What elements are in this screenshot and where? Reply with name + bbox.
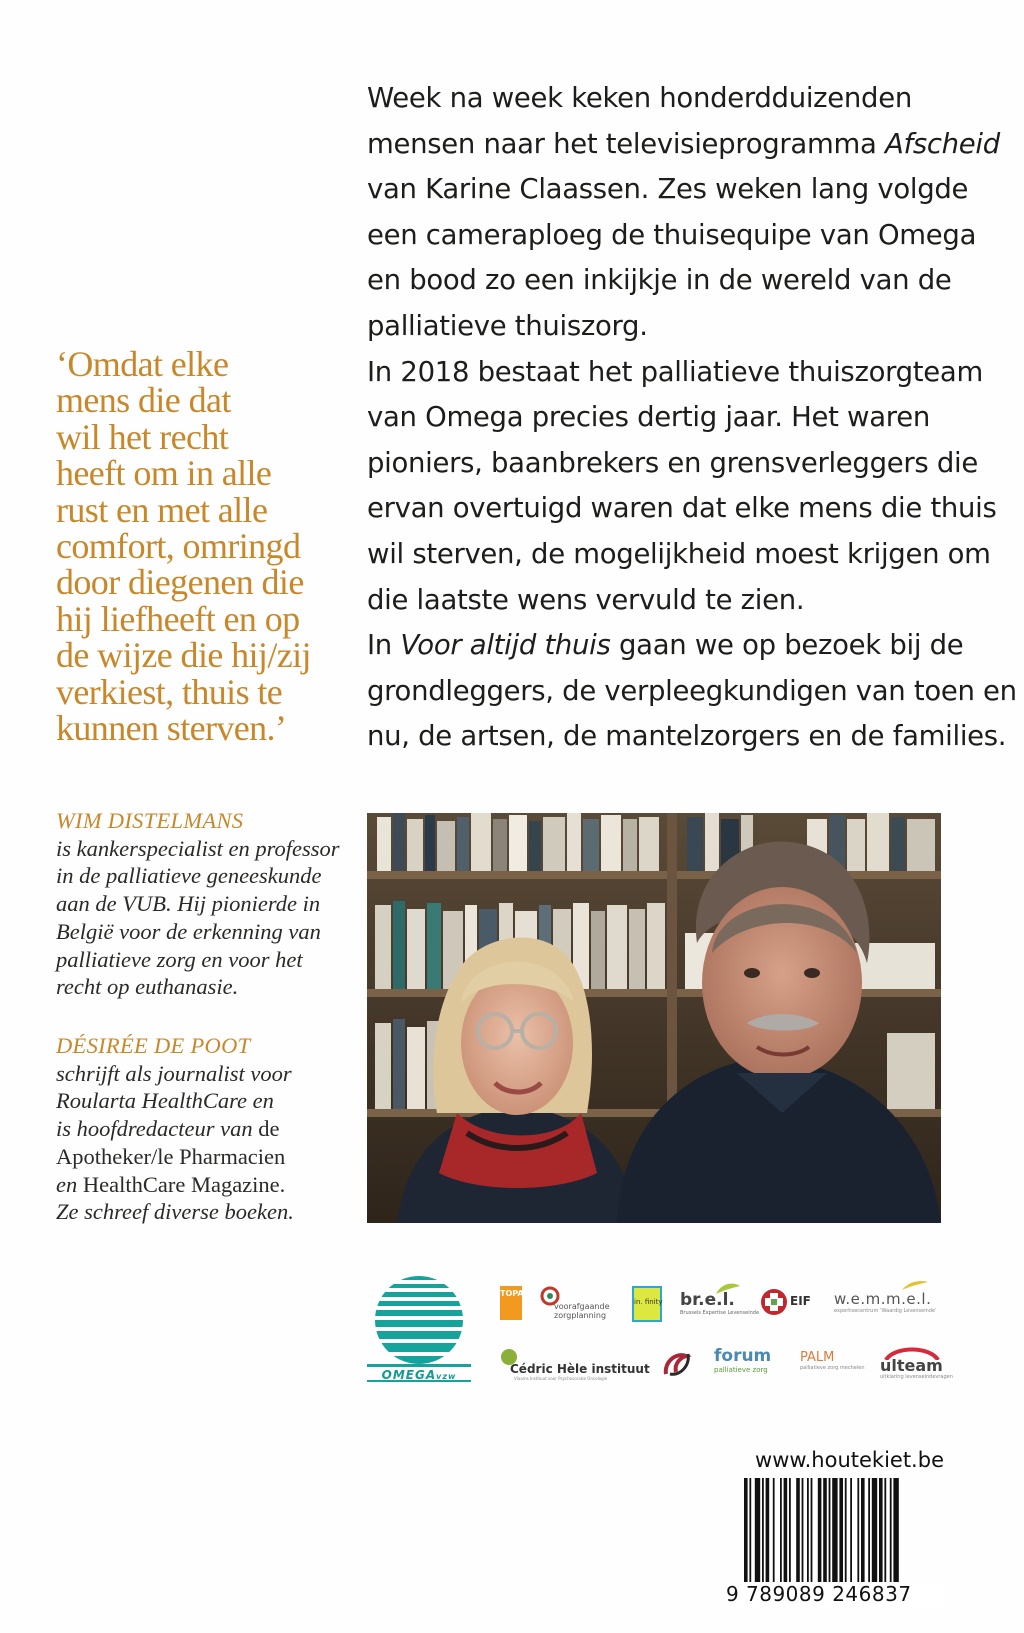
bio-line <box>56 1143 356 1171</box>
bio-line: aan de VUB. Hij pionierde in <box>56 891 321 917</box>
barcode-bar <box>762 1478 764 1586</box>
wemmel-logo <box>834 1290 944 1320</box>
vzp-line: voorafgaande <box>554 1302 610 1311</box>
author-photo <box>367 813 941 1223</box>
author-bio-distelmans <box>56 807 356 1001</box>
quote-line: heeft om in alle <box>56 453 272 494</box>
blurb-line <box>367 122 1000 168</box>
barcode-bar <box>884 1478 886 1586</box>
quote-line: kunnen sterven.’ <box>56 708 287 749</box>
swirl-logo-icon <box>662 1348 692 1380</box>
barcode-bar <box>755 1478 760 1586</box>
leaf-icon <box>714 1282 742 1296</box>
isbn-number <box>726 1582 944 1606</box>
cedric-hele-logo <box>500 1348 650 1381</box>
barcode-bar <box>890 1478 892 1586</box>
barcode-bar <box>861 1478 865 1586</box>
blurb-text-span: gaan we op bezoek bij de <box>610 629 964 662</box>
quote-line: de wijze die hij/zij <box>56 635 311 676</box>
topaz-text: TOPAZ <box>500 1289 530 1298</box>
barcode-bar <box>829 1478 831 1586</box>
brel-subtext: Brussels Expertise Levenseinde <box>680 1310 760 1316</box>
omega-logo-icon <box>367 1268 471 1384</box>
blurb-text-span: mensen naar het televisieprogramma <box>367 127 885 160</box>
author-bio-de-poot <box>56 1032 356 1226</box>
palm-text: PALM <box>800 1350 835 1365</box>
cross-icon <box>760 1288 788 1316</box>
program-title: Afscheid <box>884 127 1000 160</box>
bio-line: palliatieve zorg en voor het <box>56 946 303 972</box>
infinity-text: in. finity <box>634 1298 663 1306</box>
quote-line: comfort, omringd <box>56 526 301 567</box>
blurb-line: grondleggers, de verpleegkundigen van toen en <box>367 674 1017 707</box>
bio-line: recht op euthanasie. <box>56 974 239 1000</box>
ulteam-text: ulteam <box>880 1356 943 1375</box>
publisher-website: www.houtekiet.be <box>755 1448 944 1472</box>
barcode-bar <box>766 1478 770 1586</box>
vzp-logo <box>540 1286 614 1322</box>
brel-text: br.e.l. <box>680 1290 735 1310</box>
blurb-line: wil sterven, de mogelijkheid moest krijgen om <box>367 537 991 570</box>
quote-line: rust en met alle <box>56 489 268 530</box>
author-photo-image <box>367 813 941 1223</box>
bio-line: Ze schreef diverse boeken. <box>56 1199 294 1225</box>
isbn-prefix: 9 <box>726 1582 740 1606</box>
barcode-bar <box>872 1478 877 1586</box>
bio-text-span: en <box>56 1171 83 1197</box>
author-name: DÉSIRÉE DE POOT <box>56 1033 251 1058</box>
barcode-bar <box>796 1478 800 1586</box>
barcode-bar <box>811 1478 813 1586</box>
quote-line: ‘Omdat elke <box>56 344 229 384</box>
quote-line: door diegenen die <box>56 562 304 603</box>
barcode-bar <box>839 1478 843 1586</box>
bio-line: in de palliatieve geneeskunde <box>56 863 322 889</box>
barcode-bar <box>868 1478 870 1586</box>
blurb-line: die laatste wens vervuld te zien. <box>367 583 805 616</box>
topaz-logo <box>500 1286 530 1320</box>
eif-text: EIF <box>790 1294 811 1308</box>
barcode-bar <box>832 1478 837 1586</box>
blurb-line: nu, de artsen, de mantelzorgers en de families. <box>367 720 1007 753</box>
quote-line: hij liefheeft en op <box>56 598 300 639</box>
blurb-line: pioniers, baanbrekers en grensverleggers die <box>367 446 978 479</box>
cedric-subtext: Vlaams Instituut voor Psychosociale Oncologie <box>514 1376 608 1381</box>
forum-text: forum <box>714 1346 772 1366</box>
forum-subtext: palliatieve zorg <box>714 1366 768 1374</box>
barcode-bar <box>850 1478 852 1586</box>
wemmel-text: w.e.m.m.e.l. <box>834 1290 932 1308</box>
bio-line: is kankerspecialist en professor <box>56 835 340 861</box>
barcode-bar <box>773 1478 775 1586</box>
quote-line: verkiest, thuis te <box>56 671 283 712</box>
blurb-line: In 2018 bestaat het palliatieve thuiszorgteam <box>367 355 983 388</box>
palm-logo <box>800 1350 864 1380</box>
omega-suffix: vzw <box>436 1372 457 1381</box>
ulteam-logo <box>880 1346 953 1380</box>
wemmel-subtext: expertisecentrum ‘Waardig Levenseinde’ <box>834 1308 937 1314</box>
bio-text-span: is hoofdredacteur van <box>56 1116 259 1142</box>
infinity-logo <box>632 1286 662 1322</box>
blurb-line <box>367 623 967 669</box>
pull-quote <box>56 344 356 749</box>
omega-logo-text <box>367 1368 471 1386</box>
barcode-bar <box>780 1478 782 1586</box>
blurb-line: palliatieve thuiszorg. <box>367 309 648 342</box>
bio-line: schrijft als journalist voor <box>56 1060 292 1086</box>
barcode-bar <box>784 1478 788 1586</box>
blurb-line: ervan overtuigd waren dat elke mens die thuis <box>367 492 997 525</box>
bio-line: Roularta HealthCare en <box>56 1088 274 1114</box>
bio-line <box>56 1171 356 1199</box>
eif-logo <box>760 1288 820 1318</box>
barcode-bar <box>789 1478 791 1586</box>
blurb-text <box>367 76 1017 760</box>
book-title: Voor altijd thuis <box>400 629 611 662</box>
barcode-bar <box>845 1478 847 1586</box>
bio-text-span: de <box>258 1116 280 1142</box>
bio-line <box>56 1115 356 1143</box>
blurb-line: van Omega precies dertig jaar. Het waren <box>367 401 930 434</box>
barcode-bar <box>807 1478 809 1586</box>
blurb-line: een cameraploeg de thuisequipe van Omega <box>367 218 977 251</box>
quote-line: mens die dat <box>56 380 231 421</box>
blurb-line: Week na week keken honderdduizenden <box>367 82 912 114</box>
barcode-bar <box>818 1478 822 1586</box>
quote-line: wil het recht <box>56 416 229 457</box>
isbn-digits: 789089 246837 <box>746 1582 912 1606</box>
blurb-text-span: In <box>367 629 401 662</box>
blurb-line: van Karine Claassen. Zes weken lang volgde <box>367 173 969 206</box>
bio-text-span: Apotheker/le Pharmacien <box>56 1143 286 1169</box>
bio-line: België voor de erkenning van <box>56 918 321 944</box>
wing-icon <box>900 1280 930 1292</box>
barcode-bar <box>802 1478 804 1586</box>
cedric-text: Cédric Hèle instituut <box>510 1362 650 1376</box>
blurb-line: en bood zo een inkijkje in de wereld van de <box>367 264 952 297</box>
forum-logo <box>714 1346 784 1382</box>
bio-text-span: HealthCare Magazine. <box>82 1171 286 1197</box>
author-name: WIM DISTELMANS <box>56 808 244 833</box>
palm-subtext: palliatieve zorg mechelen <box>800 1365 865 1371</box>
omega-name: OMEGA <box>381 1368 437 1382</box>
vzp-line: zorgplanning <box>554 1311 607 1320</box>
barcode-bar <box>879 1478 883 1586</box>
ulteam-subtext: uitklaring levenseindevragen <box>880 1374 953 1380</box>
barcode-bar <box>857 1478 859 1586</box>
vzp-text <box>554 1302 609 1320</box>
